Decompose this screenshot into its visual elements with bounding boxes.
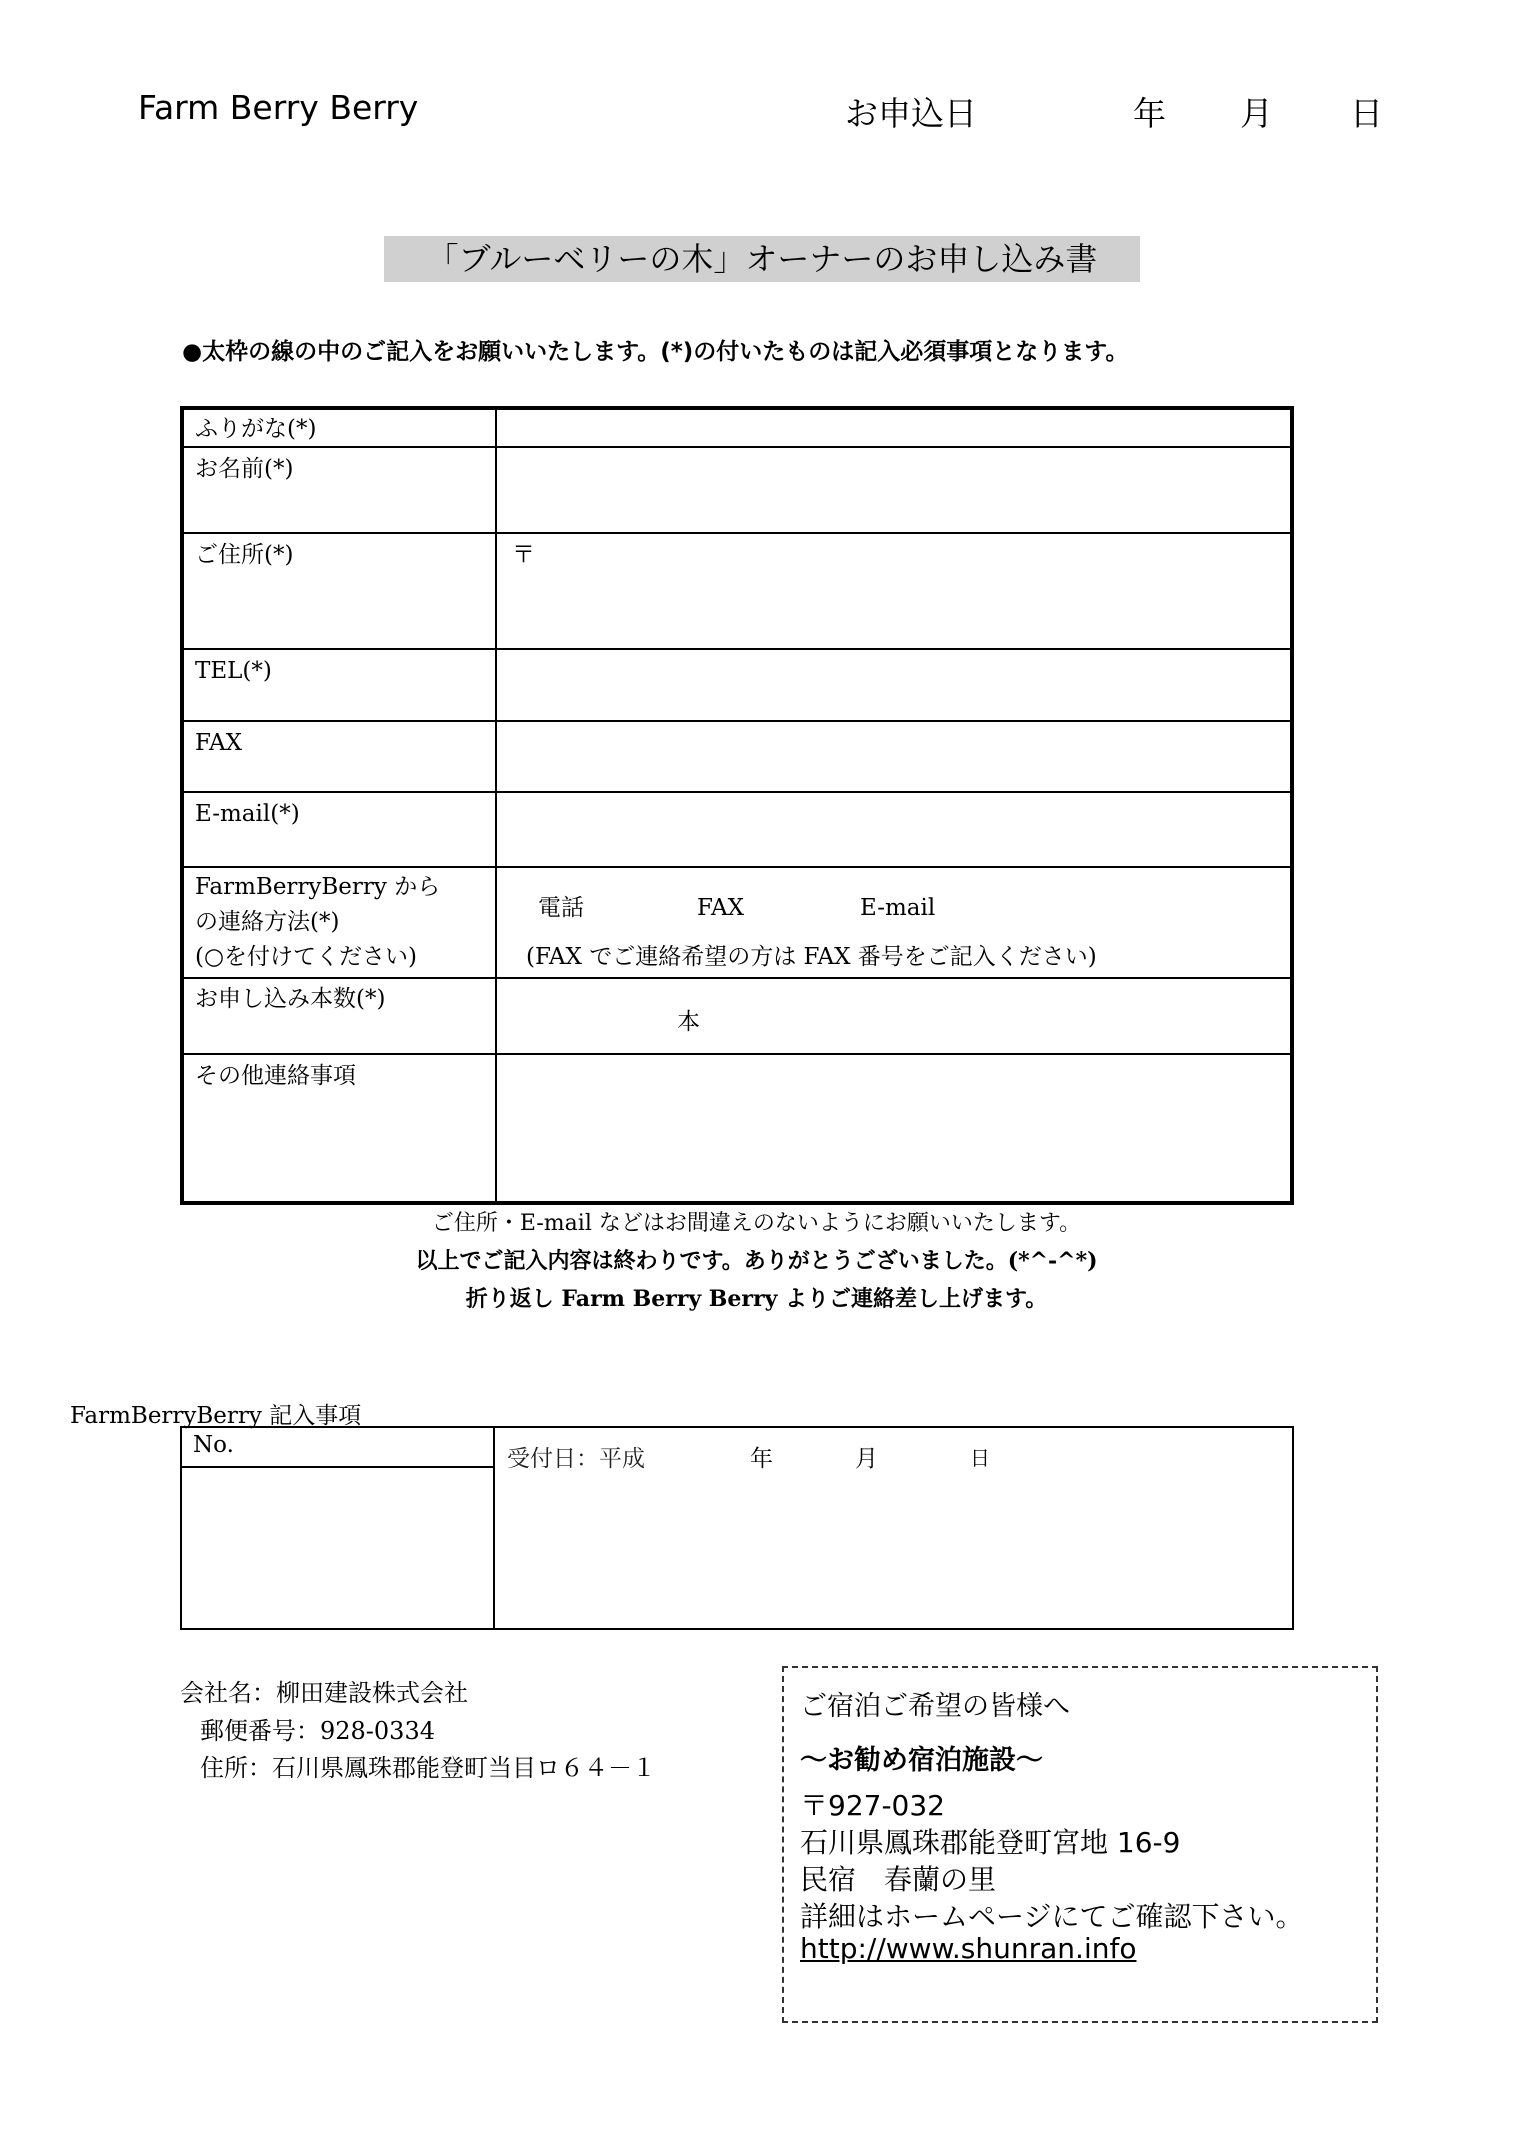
contact-option-phone: 電話 (538, 895, 584, 921)
address-label: ご住所(*) (195, 542, 294, 568)
postal-mark: 〒 (512, 542, 535, 568)
date-day-label: 日 (1350, 94, 1383, 133)
lodging-address: 石川県鳳珠郡能登町宮地 16-9 (800, 1826, 1181, 1859)
received-year-label: 年 (750, 1446, 773, 1472)
quantity-label: お申し込み本数(*) (195, 986, 386, 1012)
lodging-inn-name: 民宿 春蘭の里 (800, 1863, 997, 1896)
contact-option-fax: FAX (697, 895, 744, 921)
contact-option-email: E-mail (860, 895, 936, 921)
received-month-label: 月 (855, 1446, 878, 1472)
lodging-postal: 〒927-032 (800, 1789, 945, 1822)
quantity-unit: 本 (677, 1009, 700, 1035)
note-line-1: ご住所・E-mail などはお間違えのないようにお願いいたします。 (431, 1211, 1082, 1236)
furigana-label: ふりがな(*) (195, 416, 317, 442)
row-divider (184, 977, 1290, 979)
other-notes-label: その他連絡事項 (195, 1063, 356, 1089)
row-divider (184, 532, 1290, 534)
row-divider (184, 648, 1290, 650)
date-year-label: 年 (1133, 94, 1166, 133)
note-line-2: 以上でご記入内容は終わりです。ありがとうございました。(*^-^*) (415, 1248, 1098, 1274)
column-divider (495, 410, 497, 1201)
lodging-info-box (782, 1666, 1378, 2023)
lodging-subheading: ～お勧め宿泊施設～ (800, 1745, 1043, 1776)
application-form-table (180, 406, 1294, 1205)
name-label: お名前(*) (195, 456, 294, 482)
row-divider (184, 866, 1290, 868)
staff-entry-table (180, 1426, 1294, 1630)
row-divider (182, 1466, 493, 1468)
note-line-3: 折り返し Farm Berry Berry よりご連絡差し上げます。 (465, 1286, 1048, 1312)
lodging-url-link[interactable]: http://www.shunran.info (800, 1932, 1137, 1965)
contact-method-label-line2: の連絡方法(*) (195, 909, 340, 935)
form-instruction: ●太枠の線の中のご記入をお願いいたします。(*)の付いたものは記入必須事項となります。 (182, 339, 1129, 365)
company-postal: 郵便番号：928-0334 (200, 1717, 435, 1745)
lodging-heading: ご宿泊ご希望の皆様へ (800, 1691, 1070, 1722)
brand-name: Farm Berry Berry (138, 88, 419, 127)
row-divider (184, 1053, 1290, 1055)
date-month-label: 月 (1240, 94, 1273, 133)
tel-label: TEL(*) (195, 658, 272, 684)
row-divider (184, 446, 1290, 448)
staff-no-label: No. (193, 1432, 234, 1458)
received-date-label: 受付日：平成 (507, 1446, 645, 1472)
company-name: 会社名：柳田建設株式会社 (180, 1679, 468, 1707)
received-day-label: 日 (970, 1446, 990, 1470)
staff-section-title: FarmBerryBerry 記入事項 (70, 1403, 362, 1429)
application-date-label: お申込日 (845, 94, 977, 133)
lodging-details: 詳細はホームページにてご確認下さい。 (800, 1900, 1304, 1933)
row-divider (184, 720, 1290, 722)
row-divider (184, 791, 1290, 793)
column-divider (493, 1428, 495, 1628)
fax-contact-note: (FAX でご連絡希望の方は FAX 番号をご記入ください) (526, 944, 1097, 970)
contact-method-label-line3: (○を付けてください) (195, 944, 418, 970)
company-address: 住所：石川県鳳珠郡能登町当目ロ６４－１ (200, 1754, 656, 1782)
contact-method-label-line1: FarmBerryBerry から (195, 874, 441, 900)
email-label: E-mail(*) (195, 801, 300, 827)
form-title: 「ブルーベリーの木」オーナーのお申し込み書 (384, 236, 1140, 282)
fax-label: FAX (195, 730, 242, 756)
